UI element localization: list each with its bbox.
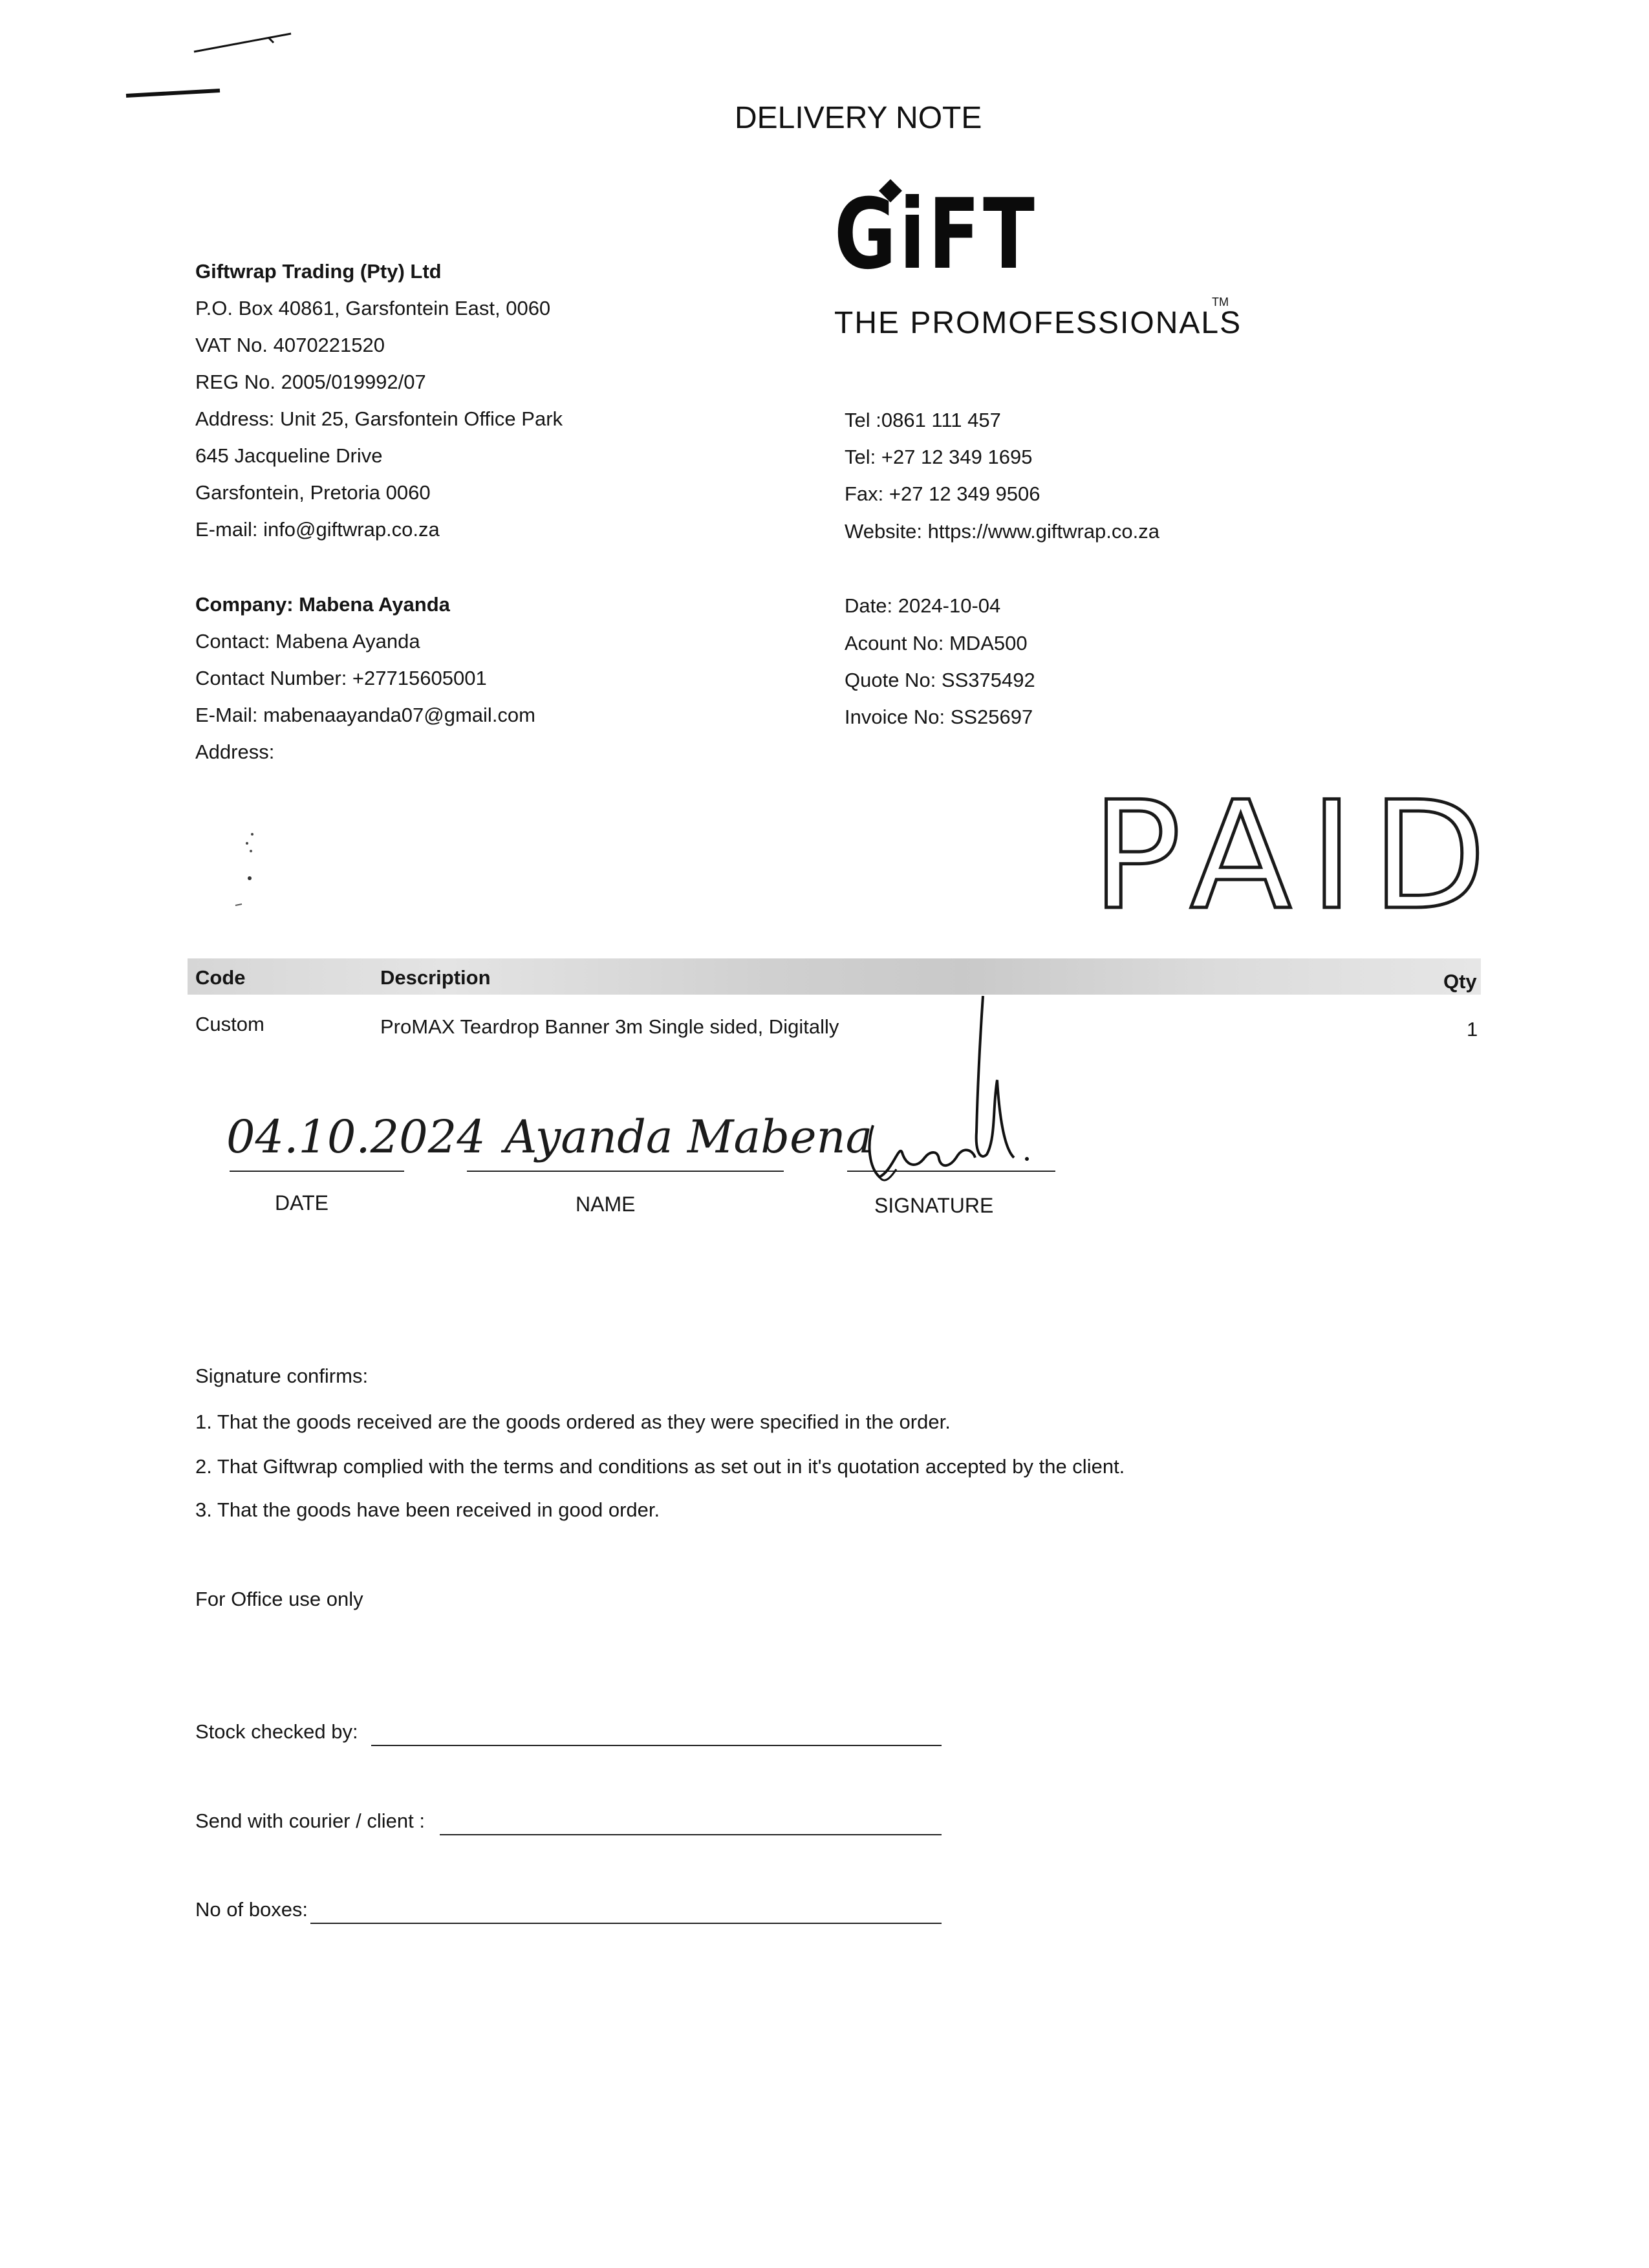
boxes-label: No of boxes: xyxy=(195,1898,308,1921)
website-line: Website: https://www.giftwrap.co.za xyxy=(845,520,1160,543)
client-address-label: Address: xyxy=(195,740,275,763)
client-line: Contact: Mabena Ayanda xyxy=(195,630,420,653)
supplier-line: Address: Unit 25, Garsfontein Office Park xyxy=(195,407,563,430)
quote-number: Quote No: SS375492 xyxy=(845,669,1035,691)
col-description-header: Description xyxy=(380,966,491,989)
date-label: DATE xyxy=(275,1191,329,1215)
office-heading: For Office use only xyxy=(195,1588,363,1610)
account-number: Acount No: MDA500 xyxy=(845,632,1028,654)
tel-line: Tel :0861 111 457 xyxy=(845,409,1001,431)
name-line xyxy=(467,1171,784,1172)
paid-stamp: PAID xyxy=(1092,770,1505,943)
name-label: NAME xyxy=(576,1193,636,1216)
logo-tagline: THE PROMOFESSIONALS xyxy=(834,306,1242,340)
row-qty: 1 xyxy=(1467,1018,1478,1041)
col-code-header: Code xyxy=(195,966,246,989)
invoice-number: Invoice No: SS25697 xyxy=(845,706,1033,728)
date-line xyxy=(230,1171,404,1172)
client-line: Contact Number: +27715605001 xyxy=(195,667,487,689)
stock-checked-label: Stock checked by: xyxy=(195,1720,358,1743)
handwritten-name: Ayanda Mabena xyxy=(504,1110,873,1163)
supplier-line: Garsfontein, Pretoria 0060 xyxy=(195,481,431,504)
supplier-line: VAT No. 4070221520 xyxy=(195,334,385,356)
trademark-mark: TM xyxy=(1212,296,1229,308)
scan-mark xyxy=(116,26,310,103)
send-with-label: Send with courier / client : xyxy=(195,1809,425,1832)
row-code: Custom xyxy=(195,1013,264,1035)
document-title: DELIVERY NOTE xyxy=(735,101,982,135)
stock-checked-line[interactable] xyxy=(371,1745,942,1746)
logo-word: GiFT xyxy=(834,178,1038,291)
supplier-name: Giftwrap Trading (Pty) Ltd xyxy=(195,260,442,283)
doc-date: Date: 2024-10-04 xyxy=(845,594,1001,617)
signature-label: SIGNATURE xyxy=(874,1194,994,1217)
supplier-line: P.O. Box 40861, Garsfontein East, 0060 xyxy=(195,297,551,319)
supplier-line: REG No. 2005/019992/07 xyxy=(195,371,426,393)
send-with-line[interactable] xyxy=(440,1834,942,1835)
fax-line: Fax: +27 12 349 9506 xyxy=(845,482,1040,505)
row-description: ProMAX Teardrop Banner 3m Single sided, Digitally xyxy=(380,1015,839,1038)
supplier-email: E-mail: info@giftwrap.co.za xyxy=(195,518,440,541)
confirmation-item: 2. That Giftwrap complied with the terms and conditions as set out in it's quotation accepted by the client. xyxy=(195,1455,1125,1478)
signature xyxy=(854,983,1048,1190)
supplier-line: 645 Jacqueline Drive xyxy=(195,444,383,467)
scan-speck xyxy=(233,828,272,912)
client-company: Company: Mabena Ayanda xyxy=(195,593,450,616)
confirmation-item: 3. That the goods have been received in good order. xyxy=(195,1498,660,1521)
client-line: E-Mail: mabenaayanda07@gmail.com xyxy=(195,704,536,726)
tel-line: Tel: +27 12 349 1695 xyxy=(845,446,1033,468)
confirmation-heading: Signature confirms: xyxy=(195,1365,369,1387)
confirmation-item: 1. That the goods received are the goods ordered as they were specified in the order. xyxy=(195,1410,951,1433)
boxes-line[interactable] xyxy=(310,1923,942,1924)
handwritten-date: 04.10.2024 xyxy=(226,1110,486,1163)
col-qty-header: Qty xyxy=(1443,970,1477,993)
